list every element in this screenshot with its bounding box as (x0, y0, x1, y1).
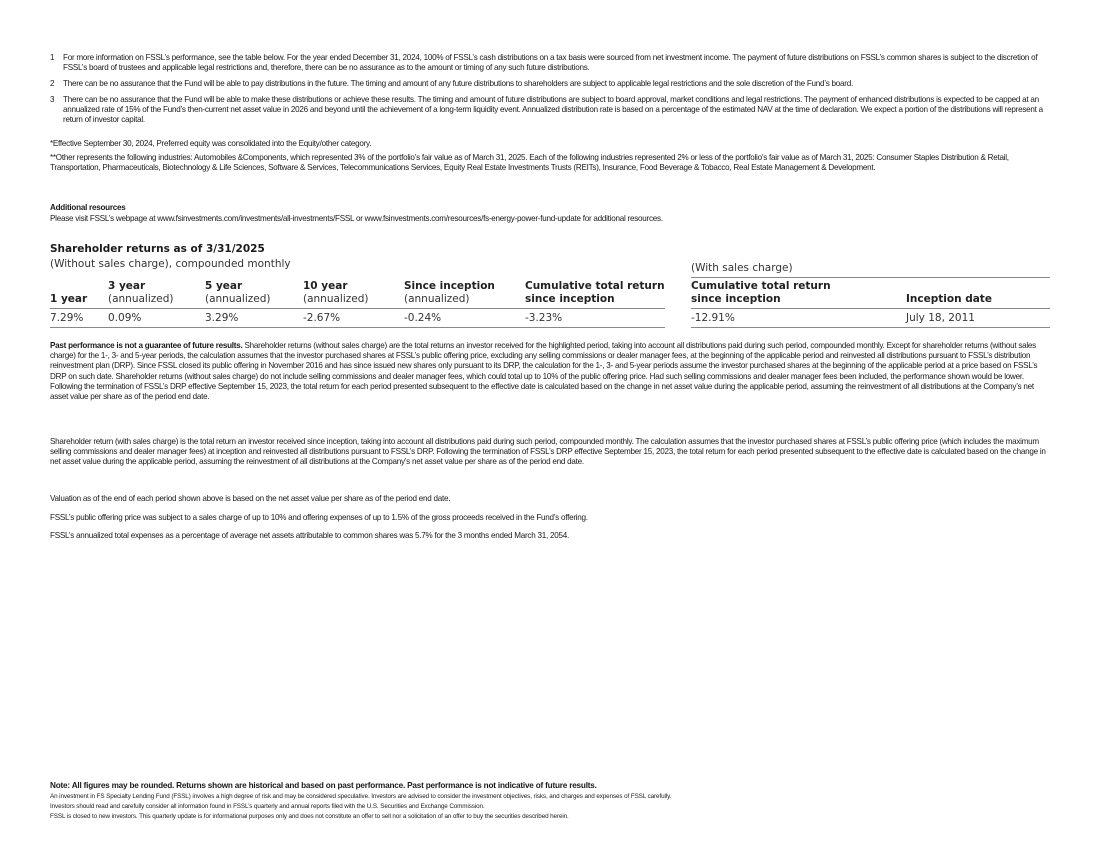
value-cumulative-total-return: -3.23% (525, 312, 563, 324)
value-since-inception: -0.24% (404, 312, 442, 324)
footnote-text: For more information on FSSL’s performance, see the table below. For the year ended December 31, 2024, 100% of FSSL’s cash distributions on a tax basis were sourced from net investment income. The payment of future distributions on FSSL’s common shares is subject to the discretion of FSSL’s board of trustees and applicable legal restrictions and, therefore, there can be no assurance as to the amount or timing of any such future distributions. (63, 53, 1038, 73)
value-3-year: 0.09% (108, 312, 142, 324)
footnote-1 (50, 53, 1050, 73)
value-5-year: 3.29% (205, 312, 239, 324)
note-title: Note: All figures may be rounded. Returns shown are historical and based on past performance. Past performance is not indicative of future results. (50, 781, 597, 790)
note-line-2: Investors should read and carefully consider all information found in FSSL’s quarterly and annual reports filed with the U.S. Securities and Exchange Commission. (50, 803, 485, 810)
disclosure-with-sales-charge: Shareholder return (with sales charge) is the total return an investor received since inception, taking into account all distributions paid during such period, compounded monthly. The calculation assumes that the investor purchased shares at FSSL’s public offering price (which includes the maximum selling commissions and dealer manager fees) at inception and reinvested all distributions pursuant to FSSL’s DRP. Following the termination of FSSL’s DRP effective September 15, 2023, the total return for each period presented subsequent to the effective date is calculated based on the change in net asset value during the applicable period, assuming the reinvestment of all distributions at the Company’s net asset value per share as of the period end date. (50, 437, 1046, 467)
returns-header-row (691, 280, 1050, 309)
col-header-3-year: 3 year (annualized) (108, 280, 174, 305)
right-table-top-rule (691, 277, 1050, 278)
col-header-10-year: 10 year (annualized) (303, 280, 369, 305)
disclosure-offering-price: FSSL’s public offering price was subject to a sales charge of up to 10% and offering expenses of up to 1.5% of the gross proceeds received in the Fund’s offering. (50, 513, 588, 522)
additional-resources-title: Additional resources (50, 203, 126, 212)
value-inception-date: July 18, 2011 (906, 312, 975, 324)
returns-subtitle-with-sales-charge: (With sales charge) (691, 262, 793, 274)
value-cumulative-with-sales-charge: -12.91% (691, 312, 735, 324)
returns-table-with-sales-charge (691, 280, 1050, 328)
footnote-3 (50, 95, 1050, 126)
table-row (50, 309, 665, 328)
footnote-number: 1 (50, 53, 55, 62)
note-line-1: An investment in FS Specialty Lending Fund (FSSL) involves a high degree of risk and may be considered speculative. Investors are advised to consider the investment objectives, risks, and charges and expenses of FSSL carefully. (50, 793, 672, 800)
returns-table-without-sales-charge (50, 280, 665, 328)
col-header-cumulative-total-return-with-sales-charge: Cumulative total return since inception (691, 280, 831, 305)
col-header-5-year: 5 year (annualized) (205, 280, 271, 305)
disclosure-valuation: Valuation as of the end of each period shown above is based on the net asset value per share as of the period end date. (50, 494, 451, 503)
returns-subtitle-without-sales-charge: (Without sales charge), compounded monthly (50, 258, 291, 270)
footnote-number: 3 (50, 95, 55, 104)
footnote-2 (50, 79, 1050, 89)
footnote-text: There can be no assurance that the Fund will be able to make these distributions or achieve these results. The timing and amount of future distributions are subject to board approval, market conditions and legal restrictions. The payment of enhanced distributions is expected to be capped at an annualized rate of 15% of the Fund’s then-current net asset value in 2026 and beyond until the achievement of a long-term liquidity event. Annualized distribution rate is based on a percentage of the estimated NAV at the time of declaration. We expect a portion of the distributions will represent a return of investor capital. (63, 95, 1043, 125)
disclosure-past-performance-text: Shareholder returns (without sales charge) are the total returns an investor received for the highlighted period, taking into account all distributions paid during such period, compounded monthly. Except for shareholder returns (without sales charge) for the 1-, 3- and 5-year periods, the calculation assumes that the investor purchased shares at FSSL’s public offering price, excluding any selling commissions or dealer manager fees, at the beginning of the applicable period and reinvested all distributions pursuant to FSSL’s distribution reinvestment plan (DRP). Since FSSL closed its public offering in November 2016 and has since issued new shares only pursuant to its DRP, the calculation for the 1-, 3- and 5-year periods assume the investor purchased shares at the beginning of the applicable period at a price based on FSSL’s DRP on such date. Shareholder returns (without sales charge) do not include selling commissions and dealer manager fees, which could total up to 10% of the public offering price. Had such selling commissions and dealer manager fees been included, the performance shown would be lower. Following the termination of FSSL’s DRP effective September 15, 2023, the total return for each period presented subsequent to the effective date is calculated based on the change in net asset value during the applicable period, assuming the reinvestment of all distributions at the Company’s net asset value per share as of the period end date. (50, 341, 1038, 402)
col-header-since-inception: Since inception (annualized) (404, 280, 495, 305)
returns-header-row (50, 280, 665, 309)
disclosure-past-performance (50, 341, 1050, 402)
col-header-inception-date: Inception date (906, 292, 992, 305)
additional-resources-text: Please visit FSSL’s webpage at www.fsinvestments.com/investments/all-investments/FSSL or www.fsinvestments.com/resources/fs-energy-power-fund-update for additional resources. (50, 214, 663, 223)
asterisk-note-2: **Other represents the following industries: Automobiles &Components, which represented 3% of the portfolio’s fair value as of March 31, 2025. Each of the following industries represented 2% or less of the portfolio’s fair value as of March 31, 2025: Consumer Staples Distribution & Retail, Transportation, Pharmaceuticals, Biotechnology & Life Sciences, Software & Services, Telecommunications Services, Equity Real Estate Investments Trusts (REITs), Insurance, Food Beverage & Tobacco, Real Estate Management & Development. (50, 153, 1009, 173)
footnote-text: There can be no assurance that the Fund will be able to pay distributions in the future. The timing and amount of any future distributions to shareholders are subject to applicable legal restrictions and the sole discretion of the Fund’s board. (63, 79, 853, 88)
col-header-1-year: 1 year (50, 292, 88, 305)
table-row (691, 309, 1050, 328)
col-header-cumulative-total-return: Cumulative total return since inception (525, 280, 665, 305)
value-1-year: 7.29% (50, 312, 84, 324)
note-line-3: FSSL is closed to new investors. This quarterly update is for informational purposes only and does not constitute an offer to sell nor a solicitation of an offer to buy the securities described herein. (50, 813, 569, 820)
asterisk-note-1: *Effective September 30, 2024, Preferred equity was consolidated into the Equity/other category. (50, 139, 372, 148)
footnote-number: 2 (50, 79, 55, 88)
disclosure-total-expenses: FSSL’s annualized total expenses as a percentage of average net assets attributable to common shares was 5.7% for the 3 months ended March 31, 2054. (50, 531, 569, 540)
value-10-year: -2.67% (303, 312, 341, 324)
returns-title: Shareholder returns as of 3/31/2025 (50, 243, 265, 255)
disclosure-past-performance-lead: Past performance is not a guarantee of future results. (50, 341, 243, 350)
